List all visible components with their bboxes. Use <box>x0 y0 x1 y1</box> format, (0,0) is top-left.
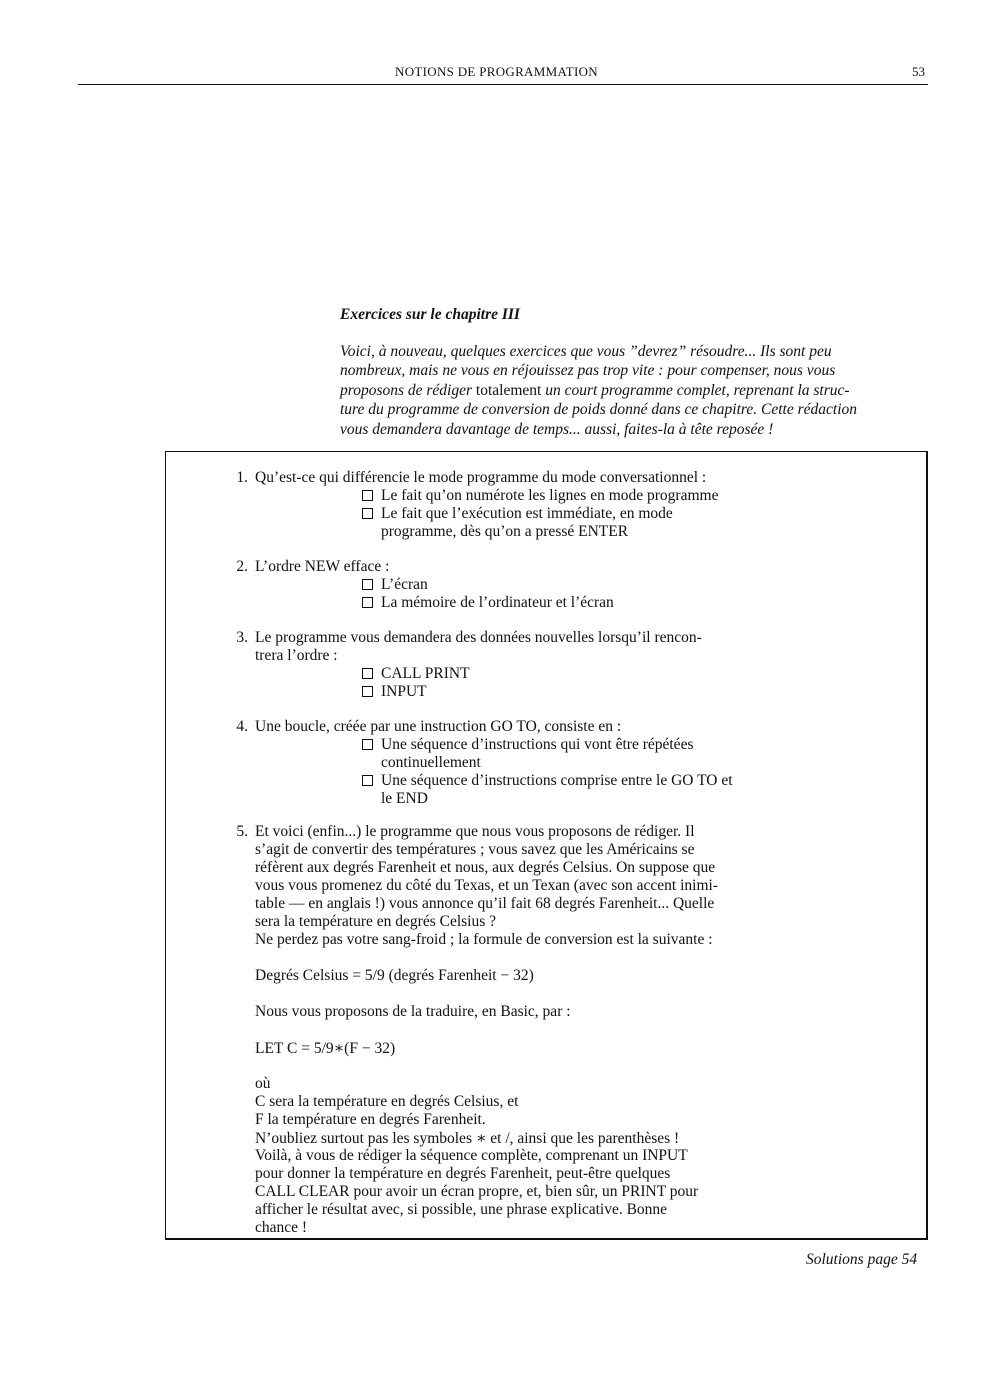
exercise-5-line: C sera la température en degrés Celsius, et <box>255 1093 519 1110</box>
solutions-reference: Solutions page 54 <box>806 1251 918 1268</box>
exercise-5-line: réfèrent aux degrés Farenheit et nous, aux degrés Celsius. On suppose que <box>255 859 716 876</box>
exercise-5-line: Nous vous proposons de la traduire, en Basic, par : <box>255 1003 571 1020</box>
question-number: 4. <box>236 718 248 735</box>
option-label: Une séquence d’instructions qui vont être répétées <box>381 736 694 753</box>
option[interactable] <box>362 576 428 594</box>
exercise-5-line: vous vous promenez du côté du Texas, et un Texan (avec son accent inimi- <box>255 877 718 894</box>
question-text-continued: trera l’ordre : <box>255 647 338 664</box>
exercise-5-line: pour donner la température en degrés Farenheit, peut-être quelques <box>255 1165 671 1182</box>
question-text: Une boucle, créée par une instruction GO TO, consiste en : <box>255 718 622 735</box>
intro-paragraph <box>340 342 932 439</box>
option-label: L’écran <box>381 576 428 593</box>
option-label-continued: le END <box>381 790 428 807</box>
intro-line: vous demandera davantage de temps... aussi, faites-la à tête reposée ! <box>340 420 774 438</box>
section-heading: Exercices sur le chapitre III <box>340 306 520 323</box>
option[interactable] <box>362 505 673 523</box>
intro-upright-word: totalement <box>475 381 542 399</box>
checkbox-icon[interactable] <box>362 686 373 697</box>
exercise-5-line: Ne perdez pas votre sang-froid ; la formule de conversion est la suivante : <box>255 931 713 948</box>
checkbox-icon[interactable] <box>362 597 373 608</box>
option-label: Le fait que l’exécution est immédiate, en mode <box>381 505 673 522</box>
intro-line: Voici, à nouveau, quelques exercices que vous ”devrez” résoudre... Ils sont peu <box>340 343 832 360</box>
exercise-5-line: N’oubliez surtout pas les symboles ∗ et /, ainsi que les parenthèses ! <box>255 1130 680 1147</box>
exercise-5-line: Voilà, à vous de rédiger la séquence complète, comprenant un INPUT <box>255 1147 688 1164</box>
option[interactable] <box>362 683 427 701</box>
exercise-5-line: F la température en degrés Farenheit. <box>255 1111 486 1128</box>
checkbox-icon[interactable] <box>362 579 373 590</box>
checkbox-icon[interactable] <box>362 775 373 786</box>
intro-line: ture du programme de conversion de poids donné dans ce chapitre. Cette rédaction <box>340 401 857 419</box>
option[interactable] <box>362 487 718 505</box>
checkbox-icon[interactable] <box>362 739 373 750</box>
formula: Degrés Celsius = 5/9 (degrés Farenheit − 32) <box>255 967 534 984</box>
option-label: La mémoire de l’ordinateur et l’écran <box>381 594 614 611</box>
intro-line-part: proposons de rédiger <box>340 381 473 399</box>
option-label-continued: continuellement <box>381 754 481 771</box>
intro-line-part: un court programme complet, reprenant la struc- <box>545 381 850 399</box>
exercise-5-line: CALL CLEAR pour avoir un écran propre, et, bien sûr, un PRINT pour <box>255 1183 699 1200</box>
running-header: NOTIONS DE PROGRAMMATION <box>395 64 598 79</box>
basic-code: LET C = 5/9∗(F − 32) <box>255 1040 396 1057</box>
option[interactable] <box>362 665 470 683</box>
option-label: INPUT <box>381 683 427 700</box>
page-number: 53 <box>912 64 925 79</box>
question-text: Qu’est-ce qui différencie le mode programme du mode conversationnel : <box>255 469 707 486</box>
option[interactable] <box>362 594 614 612</box>
exercise-5-line: chance ! <box>255 1219 308 1236</box>
question-number: 2. <box>236 558 248 575</box>
question-number: 3. <box>236 629 248 646</box>
question-text: L’ordre NEW efface : <box>255 558 390 575</box>
exercise-box <box>165 451 928 1240</box>
exercise-5-line: Et voici (enfin...) le programme que nous vous proposons de rédiger. Il <box>255 823 695 840</box>
question-number: 1. <box>236 469 248 486</box>
checkbox-icon[interactable] <box>362 508 373 519</box>
exercise-5-line: table — en anglais !) vous annonce qu’il fait 68 degrés Farenheit... Quelle <box>255 895 715 912</box>
question-number: 5. <box>236 823 248 840</box>
checkbox-icon[interactable] <box>362 490 373 501</box>
exercise-5-line: sera la température en degrés Celsius ? <box>255 913 497 930</box>
option[interactable] <box>362 736 693 754</box>
exercise-5-line: s’agit de convertir des températures ; vous savez que les Américains se <box>255 841 695 858</box>
option-label-continued: programme, dès qu’on a pressé ENTER <box>381 523 629 540</box>
option-label: Le fait qu’on numérote les lignes en mode programme <box>381 487 719 504</box>
checkbox-icon[interactable] <box>362 668 373 679</box>
option[interactable] <box>362 772 733 790</box>
option-label: Une séquence d’instructions comprise entre le GO TO et <box>381 772 733 789</box>
intro-line <box>340 381 932 400</box>
header-rule <box>78 84 928 85</box>
option-label: CALL PRINT <box>381 665 470 682</box>
exercise-5-line: où <box>255 1075 271 1092</box>
question-text: Le programme vous demandera des données nouvelles lorsqu’il rencon- <box>255 629 702 646</box>
exercise-5-line: afficher le résultat avec, si possible, une phrase explicative. Bonne <box>255 1201 668 1218</box>
intro-line: nombreux, mais ne vous en réjouissez pas trop vite : pour compenser, nous vous <box>340 362 836 380</box>
